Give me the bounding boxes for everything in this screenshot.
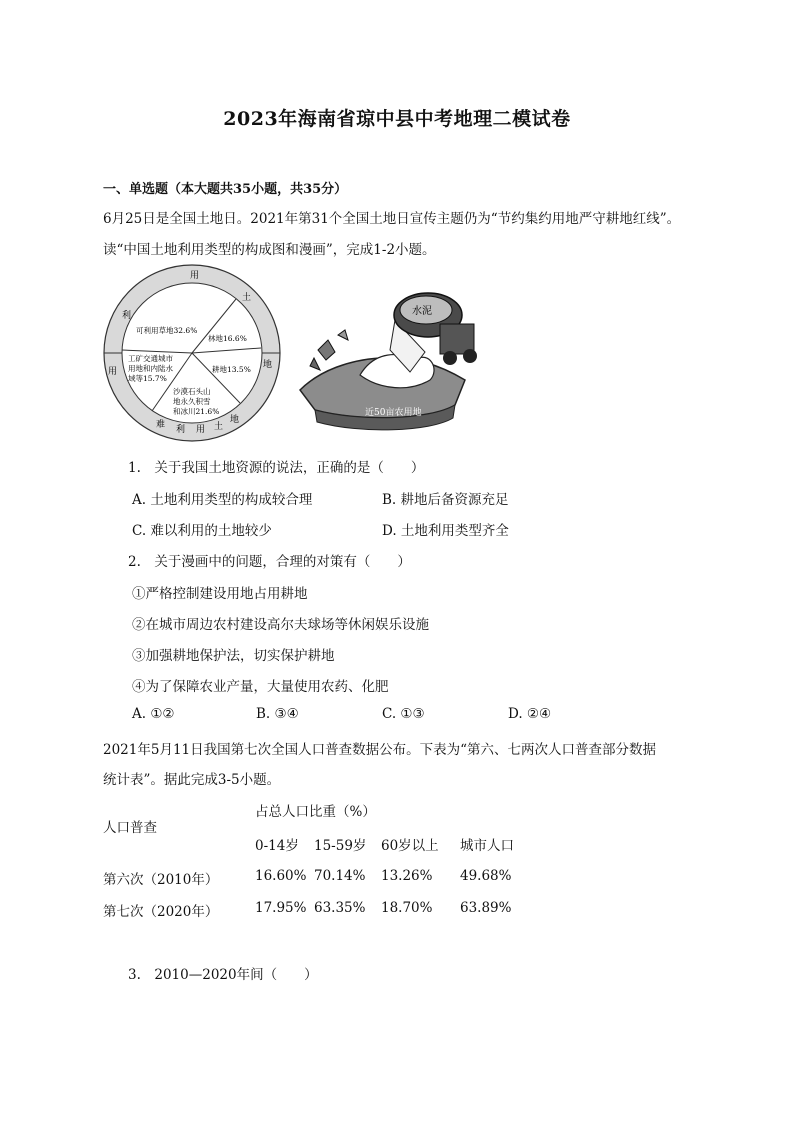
ring-label: 地 <box>230 415 240 425</box>
page-title: 2023年海南省琼中县中考地理二模试卷 <box>223 108 571 130</box>
question-2-item: ①严格控制建设用地占用耕地 <box>132 586 308 602</box>
question-2-option-d[interactable]: D. ②④ <box>508 706 552 722</box>
table-cell: 18.70% <box>381 900 433 916</box>
table-cell: 70.14% <box>314 868 366 884</box>
table-row-name: 第六次（2010年） <box>103 872 219 888</box>
ring-label: 用 <box>196 425 206 435</box>
land-use-pie-chart <box>100 262 285 444</box>
ring-label: 利 <box>122 311 132 321</box>
pie-segment-label: 沙漠石头山地永久积雪和冰川21.6% <box>173 387 220 416</box>
table-cell: 16.60% <box>255 868 307 884</box>
ring-label: 土 <box>214 422 224 432</box>
table-column-header: 0-14岁 <box>255 838 299 854</box>
question-2-item: ②在城市周边农村建设高尔夫球场等休闲娱乐设施 <box>132 617 429 633</box>
question-1-option-a[interactable]: A. 土地利用类型的构成较合理 <box>132 492 313 508</box>
truck-wheel <box>463 349 477 363</box>
truck-label: 水泥 <box>412 306 432 317</box>
table-cell: 63.89% <box>460 900 512 916</box>
table-group-header: 占总人口比重（%） <box>255 804 376 820</box>
table-cell: 13.26% <box>381 868 433 884</box>
crop-debris <box>310 358 320 370</box>
table-cell: 49.68% <box>460 868 512 884</box>
ring-label: 利 <box>176 425 186 435</box>
intro2-line-2: 统计表”。据此完成3-5小题。 <box>103 772 281 788</box>
question-2-item: ③加强耕地保护法，切实保护耕地 <box>132 648 335 664</box>
intro-line-2: 读“中国土地利用类型的构成图和漫画”，完成1-2小题。 <box>103 242 436 258</box>
land-label: 近50亩农用地 <box>365 408 422 418</box>
pie-segment-label: 耕地13.5% <box>212 365 251 374</box>
question-2-item: ④为了保障农业产量，大量使用农药、化肥 <box>132 679 389 695</box>
table-column-header: 60岁以上 <box>381 838 439 854</box>
pie-segment-label: 林地16.6% <box>208 334 247 343</box>
ring-label: 土 <box>242 293 252 303</box>
question-1-option-b[interactable]: B. 耕地后备资源充足 <box>382 492 509 508</box>
ring-label: 用 <box>108 367 118 377</box>
question-2-option-c[interactable]: C. ①③ <box>382 706 425 722</box>
table-column-header: 城市人口 <box>460 838 514 854</box>
land-cartoon <box>290 280 490 440</box>
question-2-stem: 2. 关于漫画中的问题，合理的对策有（ ） <box>128 554 411 570</box>
intro-line-1: 6月25日是全国土地日。2021年第31个全国土地日宣传主题仍为“节约集约用地严守耕地红线”。 <box>103 211 681 227</box>
table-cell: 17.95% <box>255 900 307 916</box>
truck-wheel <box>443 351 457 365</box>
question-3-stem: 3. 2010—2020年间（ ） <box>128 967 318 983</box>
ring-label: 地 <box>263 360 273 370</box>
question-2-option-a[interactable]: A. ①② <box>132 706 175 722</box>
pie-segment-label: 工矿交通城市用地和内陆水域等15.7% <box>128 354 173 383</box>
table-row-name: 第七次（2020年） <box>103 904 219 920</box>
ring-label: 难 <box>156 420 166 430</box>
table-column-header: 15-59岁 <box>314 838 367 854</box>
section-heading: 一、单选题（本大题共35小题，共35分） <box>103 182 348 197</box>
crop-debris <box>318 340 335 360</box>
table-row-header: 人口普查 <box>103 820 157 836</box>
ring-label: 用 <box>190 271 200 281</box>
question-1-stem: 1. 关于我国土地资源的说法，正确的是（ ） <box>128 460 425 476</box>
question-1-option-c[interactable]: C. 难以利用的土地较少 <box>132 523 272 539</box>
question-2-option-b[interactable]: B. ③④ <box>256 706 299 722</box>
question-1-option-d[interactable]: D. 土地利用类型齐全 <box>382 523 509 539</box>
pie-segment-label: 可利用草地32.6% <box>136 326 198 335</box>
intro2-line-1: 2021年5月11日我国第七次全国人口普查数据公布。下表为“第六、七两次人口普查部分数据 <box>103 742 657 758</box>
table-cell: 63.35% <box>314 900 366 916</box>
crop-debris <box>338 330 348 340</box>
